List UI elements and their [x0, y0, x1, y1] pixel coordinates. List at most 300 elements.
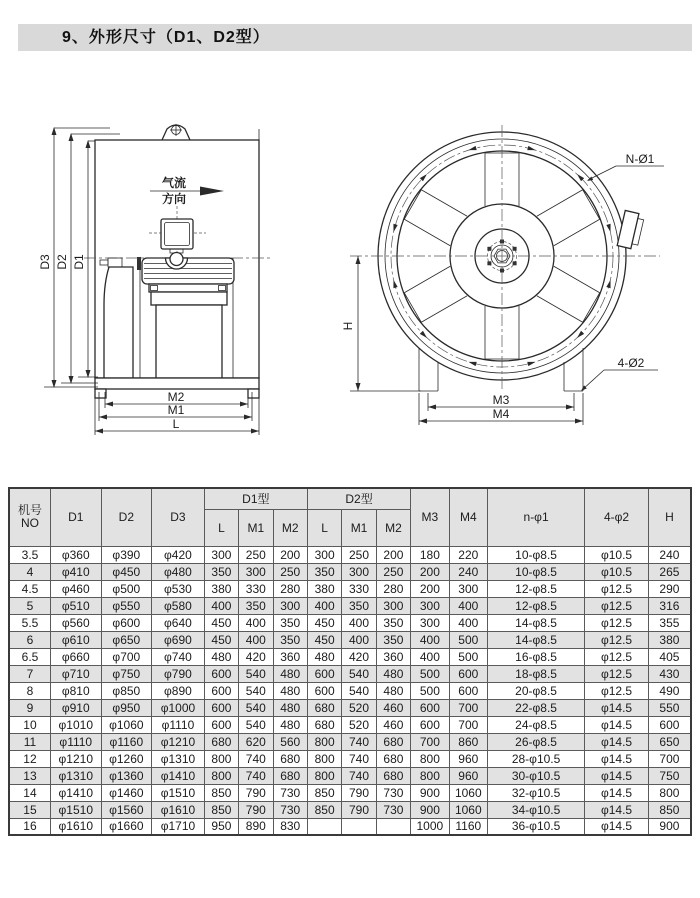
table-cell: φ1660 [101, 818, 152, 835]
table-cell: 790 [239, 801, 273, 818]
table-cell [307, 818, 341, 835]
table-cell: 30-φ10.5 [488, 767, 585, 784]
table-cell: 14-φ8.5 [488, 614, 585, 631]
bolt-tick-icon [606, 224, 610, 232]
col-group-d2-type: D2型 [307, 488, 410, 509]
table-row [9, 750, 691, 767]
table-cell: 12-φ8.5 [488, 597, 585, 614]
table-cell: φ14.5 [585, 699, 649, 716]
table-row [9, 801, 691, 818]
dim-d3-label: D3 [38, 254, 52, 270]
table-cell: 16 [9, 818, 50, 835]
table-cell: φ850 [101, 682, 152, 699]
table-cell: 680 [376, 750, 410, 767]
table-cell: 850 [204, 801, 238, 818]
bolt-hole-callout [587, 152, 664, 181]
table-cell: φ1210 [152, 733, 205, 750]
rim-terminal-box [617, 210, 645, 250]
table-cell: 600 [449, 682, 487, 699]
table-cell: φ1010 [50, 716, 101, 733]
table-cell: 350 [307, 563, 341, 580]
table-cell: 20-φ8.5 [488, 682, 585, 699]
table-cell: 350 [273, 614, 307, 631]
table-cell: 500 [411, 682, 449, 699]
table-cell: 14 [9, 784, 50, 801]
bolt-tick-icon [468, 146, 476, 150]
table-row [9, 580, 691, 597]
table-row [9, 716, 691, 733]
table-cell: 200 [376, 546, 410, 563]
table-cell: φ610 [50, 631, 101, 648]
table-cell: 400 [239, 631, 273, 648]
table-cell: 330 [342, 580, 376, 597]
foot-left [95, 389, 106, 398]
col-header-4-phi2: 4-φ2 [585, 488, 649, 546]
table-cell: 950 [204, 818, 238, 835]
table-cell: 300 [411, 597, 449, 614]
table-cell: 400 [239, 614, 273, 631]
col-header-n-phi1: n-φ1 [488, 488, 585, 546]
table-cell: 730 [376, 784, 410, 801]
table-row [9, 682, 691, 699]
table-cell: 400 [411, 648, 449, 665]
table-cell: 800 [307, 733, 341, 750]
table-cell: 600 [204, 682, 238, 699]
table-row [9, 665, 691, 682]
table-cell: φ14.5 [585, 818, 649, 835]
table-cell: φ12.5 [585, 665, 649, 682]
table-cell: 10-φ8.5 [488, 563, 585, 580]
table-cell: 180 [411, 546, 449, 563]
table-cell: 680 [307, 699, 341, 716]
table-cell: 480 [376, 665, 410, 682]
col-header-m4: M4 [449, 488, 487, 546]
table-row [9, 648, 691, 665]
table-cell: 730 [273, 784, 307, 801]
table-cell: 800 [411, 750, 449, 767]
table-cell: 6.5 [9, 648, 50, 665]
table-cell: 890 [239, 818, 273, 835]
front-feet [419, 348, 583, 391]
motor-terminal-box [149, 206, 206, 253]
table-cell: 600 [307, 665, 341, 682]
table-cell: φ420 [152, 546, 205, 563]
table-cell: φ510 [50, 597, 101, 614]
table-cell: 850 [307, 801, 341, 818]
section-title: 9、外形尺寸（D1、D2型） [18, 24, 692, 51]
table-cell: 520 [342, 699, 376, 716]
shaft-ball [170, 253, 183, 266]
table-row [9, 818, 691, 835]
table-row [9, 614, 691, 631]
table-cell: 400 [307, 597, 341, 614]
table-cell: 680 [376, 733, 410, 750]
table-cell: 460 [376, 699, 410, 716]
table-cell: φ12.5 [585, 682, 649, 699]
table-cell: 700 [411, 733, 449, 750]
bolt-tick-icon [393, 280, 397, 288]
col-header-d2type-l: L [307, 509, 341, 546]
lifting-eye-icon [162, 124, 190, 140]
table-cell: 450 [307, 614, 341, 631]
table-cell: 850 [204, 784, 238, 801]
table-cell: 400 [342, 631, 376, 648]
table-cell: 300 [449, 580, 487, 597]
table-cell: 350 [273, 631, 307, 648]
table-cell: 5 [9, 597, 50, 614]
table-cell: 13 [9, 767, 50, 784]
table-cell: 405 [648, 648, 691, 665]
side-view [38, 124, 272, 435]
table-cell: φ410 [50, 563, 101, 580]
table-cell: φ890 [152, 682, 205, 699]
table-cell: 700 [449, 716, 487, 733]
table-cell: 800 [204, 750, 238, 767]
table-cell: 800 [204, 767, 238, 784]
table-cell: φ1000 [152, 699, 205, 716]
bolt-tick-icon [527, 146, 535, 150]
table-cell: 11 [9, 733, 50, 750]
dimension-spec-table [8, 487, 692, 836]
table-cell: 350 [239, 597, 273, 614]
table-cell [342, 818, 376, 835]
table-cell: φ14.5 [585, 750, 649, 767]
foot-hole-callout [581, 356, 658, 391]
table-cell: 265 [648, 563, 691, 580]
table-cell: 300 [411, 614, 449, 631]
table-cell: 240 [648, 546, 691, 563]
table-cell: 250 [342, 546, 376, 563]
table-cell: 12 [9, 750, 50, 767]
table-cell: 18-φ8.5 [488, 665, 585, 682]
table-cell: 220 [449, 546, 487, 563]
table-cell: 355 [648, 614, 691, 631]
table-cell: 15 [9, 801, 50, 818]
table-cell: φ12.5 [585, 580, 649, 597]
table-cell: 4 [9, 563, 50, 580]
table-cell: φ14.5 [585, 716, 649, 733]
table-cell: 450 [204, 614, 238, 631]
table-cell: 790 [342, 801, 376, 818]
technical-drawing [0, 100, 700, 480]
table-cell: 10-φ8.5 [488, 546, 585, 563]
table-cell: 250 [239, 546, 273, 563]
table-cell: 1000 [411, 818, 449, 835]
table-cell: 350 [204, 563, 238, 580]
table-cell: 300 [342, 563, 376, 580]
table-row [9, 597, 691, 614]
table-cell: 300 [204, 546, 238, 563]
table-cell: 24-φ8.5 [488, 716, 585, 733]
table-cell: 460 [376, 716, 410, 733]
table-cell: 22-φ8.5 [488, 699, 585, 716]
table-cell: 26-φ8.5 [488, 733, 585, 750]
table-cell: 730 [273, 801, 307, 818]
table-row [9, 631, 691, 648]
table-cell: φ1310 [152, 750, 205, 767]
table-cell: 480 [273, 699, 307, 716]
table-cell: 380 [204, 580, 238, 597]
table-cell: 350 [376, 631, 410, 648]
table-cell: φ690 [152, 631, 205, 648]
table-cell: 400 [411, 631, 449, 648]
table-cell: 420 [239, 648, 273, 665]
table-cell: φ1210 [50, 750, 101, 767]
table-cell: 34-φ10.5 [488, 801, 585, 818]
table-cell: 300 [376, 597, 410, 614]
table-cell: 860 [449, 733, 487, 750]
table-cell: φ650 [101, 631, 152, 648]
dim-m1-label: M1 [167, 403, 185, 417]
table-cell: 380 [307, 580, 341, 597]
table-cell: φ12.5 [585, 631, 649, 648]
table-cell: 540 [342, 665, 376, 682]
table-cell: 800 [411, 767, 449, 784]
table-cell: 8 [9, 682, 50, 699]
col-header-h: H [648, 488, 691, 546]
table-cell: φ460 [50, 580, 101, 597]
table-cell: 600 [648, 716, 691, 733]
col-header-no-cn: 机号 [17, 503, 42, 518]
table-cell: φ1110 [50, 733, 101, 750]
table-cell: 680 [273, 750, 307, 767]
table-cell: 490 [648, 682, 691, 699]
table-cell: 32-φ10.5 [488, 784, 585, 801]
table-cell: 700 [449, 699, 487, 716]
table-cell: 960 [449, 750, 487, 767]
table-cell: 300 [273, 597, 307, 614]
table-cell: 280 [273, 580, 307, 597]
table-row [9, 563, 691, 580]
table-cell: 680 [376, 767, 410, 784]
table-cell: 480 [204, 648, 238, 665]
table-cell: 600 [307, 682, 341, 699]
col-header-d2type-m2: M2 [376, 509, 410, 546]
table-cell: 500 [411, 665, 449, 682]
table-cell: 450 [204, 631, 238, 648]
dim-h-label: H [341, 321, 355, 331]
table-cell: 960 [449, 767, 487, 784]
table-cell: 10 [9, 716, 50, 733]
table-cell: φ1260 [101, 750, 152, 767]
table-cell: φ480 [152, 563, 205, 580]
table-cell: φ14.5 [585, 733, 649, 750]
dim-m4-label: M4 [492, 407, 510, 421]
table-cell: φ14.5 [585, 801, 649, 818]
col-group-d1-type: D1型 [204, 488, 307, 509]
front-view [341, 125, 664, 425]
table-cell: 560 [273, 733, 307, 750]
col-header-d2type-m1: M1 [342, 509, 376, 546]
table-cell [376, 818, 410, 835]
table-cell: 600 [411, 699, 449, 716]
table-cell: φ1610 [152, 801, 205, 818]
table-cell: φ810 [50, 682, 101, 699]
table-cell: 1060 [449, 784, 487, 801]
table-cell: 5.5 [9, 614, 50, 631]
table-cell: 400 [449, 614, 487, 631]
table-cell: 680 [273, 767, 307, 784]
motor-body [140, 253, 234, 379]
table-cell: 900 [411, 801, 449, 818]
table-cell: 680 [204, 733, 238, 750]
table-cell: φ710 [50, 665, 101, 682]
table-cell: 200 [411, 580, 449, 597]
airflow-text-2: 方向 [161, 192, 187, 206]
table-cell: 430 [648, 665, 691, 682]
table-cell: 740 [239, 750, 273, 767]
table-cell: φ550 [101, 597, 152, 614]
table-cell: 480 [307, 648, 341, 665]
table-cell: 600 [411, 716, 449, 733]
table-cell: 4.5 [9, 580, 50, 597]
length-dimensions [95, 390, 259, 435]
col-header-d1type-m1: M1 [239, 509, 273, 546]
table-cell: 620 [239, 733, 273, 750]
table-cell: 540 [342, 682, 376, 699]
bolt-tick-icon [527, 362, 535, 366]
col-header-d1type-l: L [204, 509, 238, 546]
table-cell: 290 [648, 580, 691, 597]
table-cell: 800 [307, 750, 341, 767]
table-cell: φ1160 [101, 733, 152, 750]
table-cell: 1160 [449, 818, 487, 835]
table-cell: 240 [449, 563, 487, 580]
table-cell: 1060 [449, 801, 487, 818]
table-cell: 740 [342, 750, 376, 767]
table-cell: 790 [342, 784, 376, 801]
table-cell: 680 [307, 716, 341, 733]
table-cell: 600 [204, 699, 238, 716]
table-cell: 200 [411, 563, 449, 580]
table-cell: 360 [273, 648, 307, 665]
bolt-tick-icon [420, 331, 427, 338]
table-cell: 400 [449, 597, 487, 614]
table-cell: φ450 [101, 563, 152, 580]
col-header-d1type-m2: M2 [273, 509, 307, 546]
table-cell: 400 [204, 597, 238, 614]
table-cell: φ1410 [152, 767, 205, 784]
table-cell: 450 [307, 631, 341, 648]
table-cell: φ530 [152, 580, 205, 597]
foot-hole-label: 4-Ø2 [617, 356, 645, 370]
col-header-m3: M3 [411, 488, 449, 546]
table-cell: φ1460 [101, 784, 152, 801]
table-cell: φ390 [101, 546, 152, 563]
table-cell: 790 [239, 784, 273, 801]
col-header-d3: D3 [152, 488, 205, 546]
table-cell: 740 [342, 733, 376, 750]
table-cell: 600 [204, 716, 238, 733]
col-header-d2: D2 [101, 488, 152, 546]
table-cell: 900 [648, 818, 691, 835]
table-cell: φ360 [50, 546, 101, 563]
table-cell: 9 [9, 699, 50, 716]
table-cell: 500 [449, 631, 487, 648]
bolt-hole-label: N-Ø1 [625, 152, 655, 166]
table-cell: 330 [239, 580, 273, 597]
table-cell: 730 [376, 801, 410, 818]
table-cell: φ1110 [152, 716, 205, 733]
table-cell: φ14.5 [585, 784, 649, 801]
bolt-tick-icon [577, 331, 584, 338]
table-cell: 7 [9, 665, 50, 682]
table-cell: 14-φ8.5 [488, 631, 585, 648]
table-cell: 480 [376, 682, 410, 699]
table-cell: φ700 [101, 648, 152, 665]
table-cell: 520 [342, 716, 376, 733]
table-cell: φ740 [152, 648, 205, 665]
table-cell: φ600 [101, 614, 152, 631]
table-cell: φ1510 [50, 801, 101, 818]
col-header-no [9, 488, 50, 546]
support-leg [100, 257, 141, 378]
table-row [9, 546, 691, 563]
table-cell: 480 [273, 682, 307, 699]
col-header-no-en: NO [20, 516, 39, 531]
table-cell: φ1560 [101, 801, 152, 818]
table-cell: φ500 [101, 580, 152, 597]
airflow-arrow-icon [200, 187, 224, 196]
airflow-direction [150, 175, 224, 206]
table-cell: 12-φ8.5 [488, 580, 585, 597]
table-row [9, 699, 691, 716]
table-cell: 600 [204, 665, 238, 682]
table-cell: φ1610 [50, 818, 101, 835]
table-cell: φ12.5 [585, 614, 649, 631]
table-cell: 900 [411, 784, 449, 801]
table-cell: 280 [376, 580, 410, 597]
table-cell: 350 [376, 614, 410, 631]
dim-d2-label: D2 [55, 254, 69, 270]
dim-d1-label: D1 [72, 254, 86, 270]
bolt-tick-icon [606, 280, 610, 288]
table-cell: φ790 [152, 665, 205, 682]
table-cell: φ12.5 [585, 597, 649, 614]
table-cell: 540 [239, 716, 273, 733]
table-cell: φ750 [101, 665, 152, 682]
table-cell: φ1510 [152, 784, 205, 801]
table-cell: φ12.5 [585, 648, 649, 665]
table-cell: 250 [376, 563, 410, 580]
table-cell: 800 [648, 784, 691, 801]
table-cell: 800 [307, 767, 341, 784]
table-cell: 200 [273, 546, 307, 563]
table-cell: 540 [239, 665, 273, 682]
table-row [9, 784, 691, 801]
foot-right [248, 389, 259, 398]
table-cell: 740 [342, 767, 376, 784]
table-cell: 3.5 [9, 546, 50, 563]
table-cell: 28-φ10.5 [488, 750, 585, 767]
table-cell: φ640 [152, 614, 205, 631]
dim-l-label: L [172, 417, 180, 431]
table-cell: 250 [273, 563, 307, 580]
table-cell: 6 [9, 631, 50, 648]
table-cell: 420 [342, 648, 376, 665]
dim-m3-label: M3 [492, 393, 510, 407]
table-cell: φ1710 [152, 818, 205, 835]
table-cell: 500 [449, 648, 487, 665]
table-cell: 550 [648, 699, 691, 716]
airflow-text-1: 气流 [161, 176, 187, 190]
table-cell: 750 [648, 767, 691, 784]
table-cell: φ910 [50, 699, 101, 716]
col-header-d1: D1 [50, 488, 101, 546]
table-cell: φ10.5 [585, 563, 649, 580]
table-cell: 830 [273, 818, 307, 835]
table-cell: φ560 [50, 614, 101, 631]
